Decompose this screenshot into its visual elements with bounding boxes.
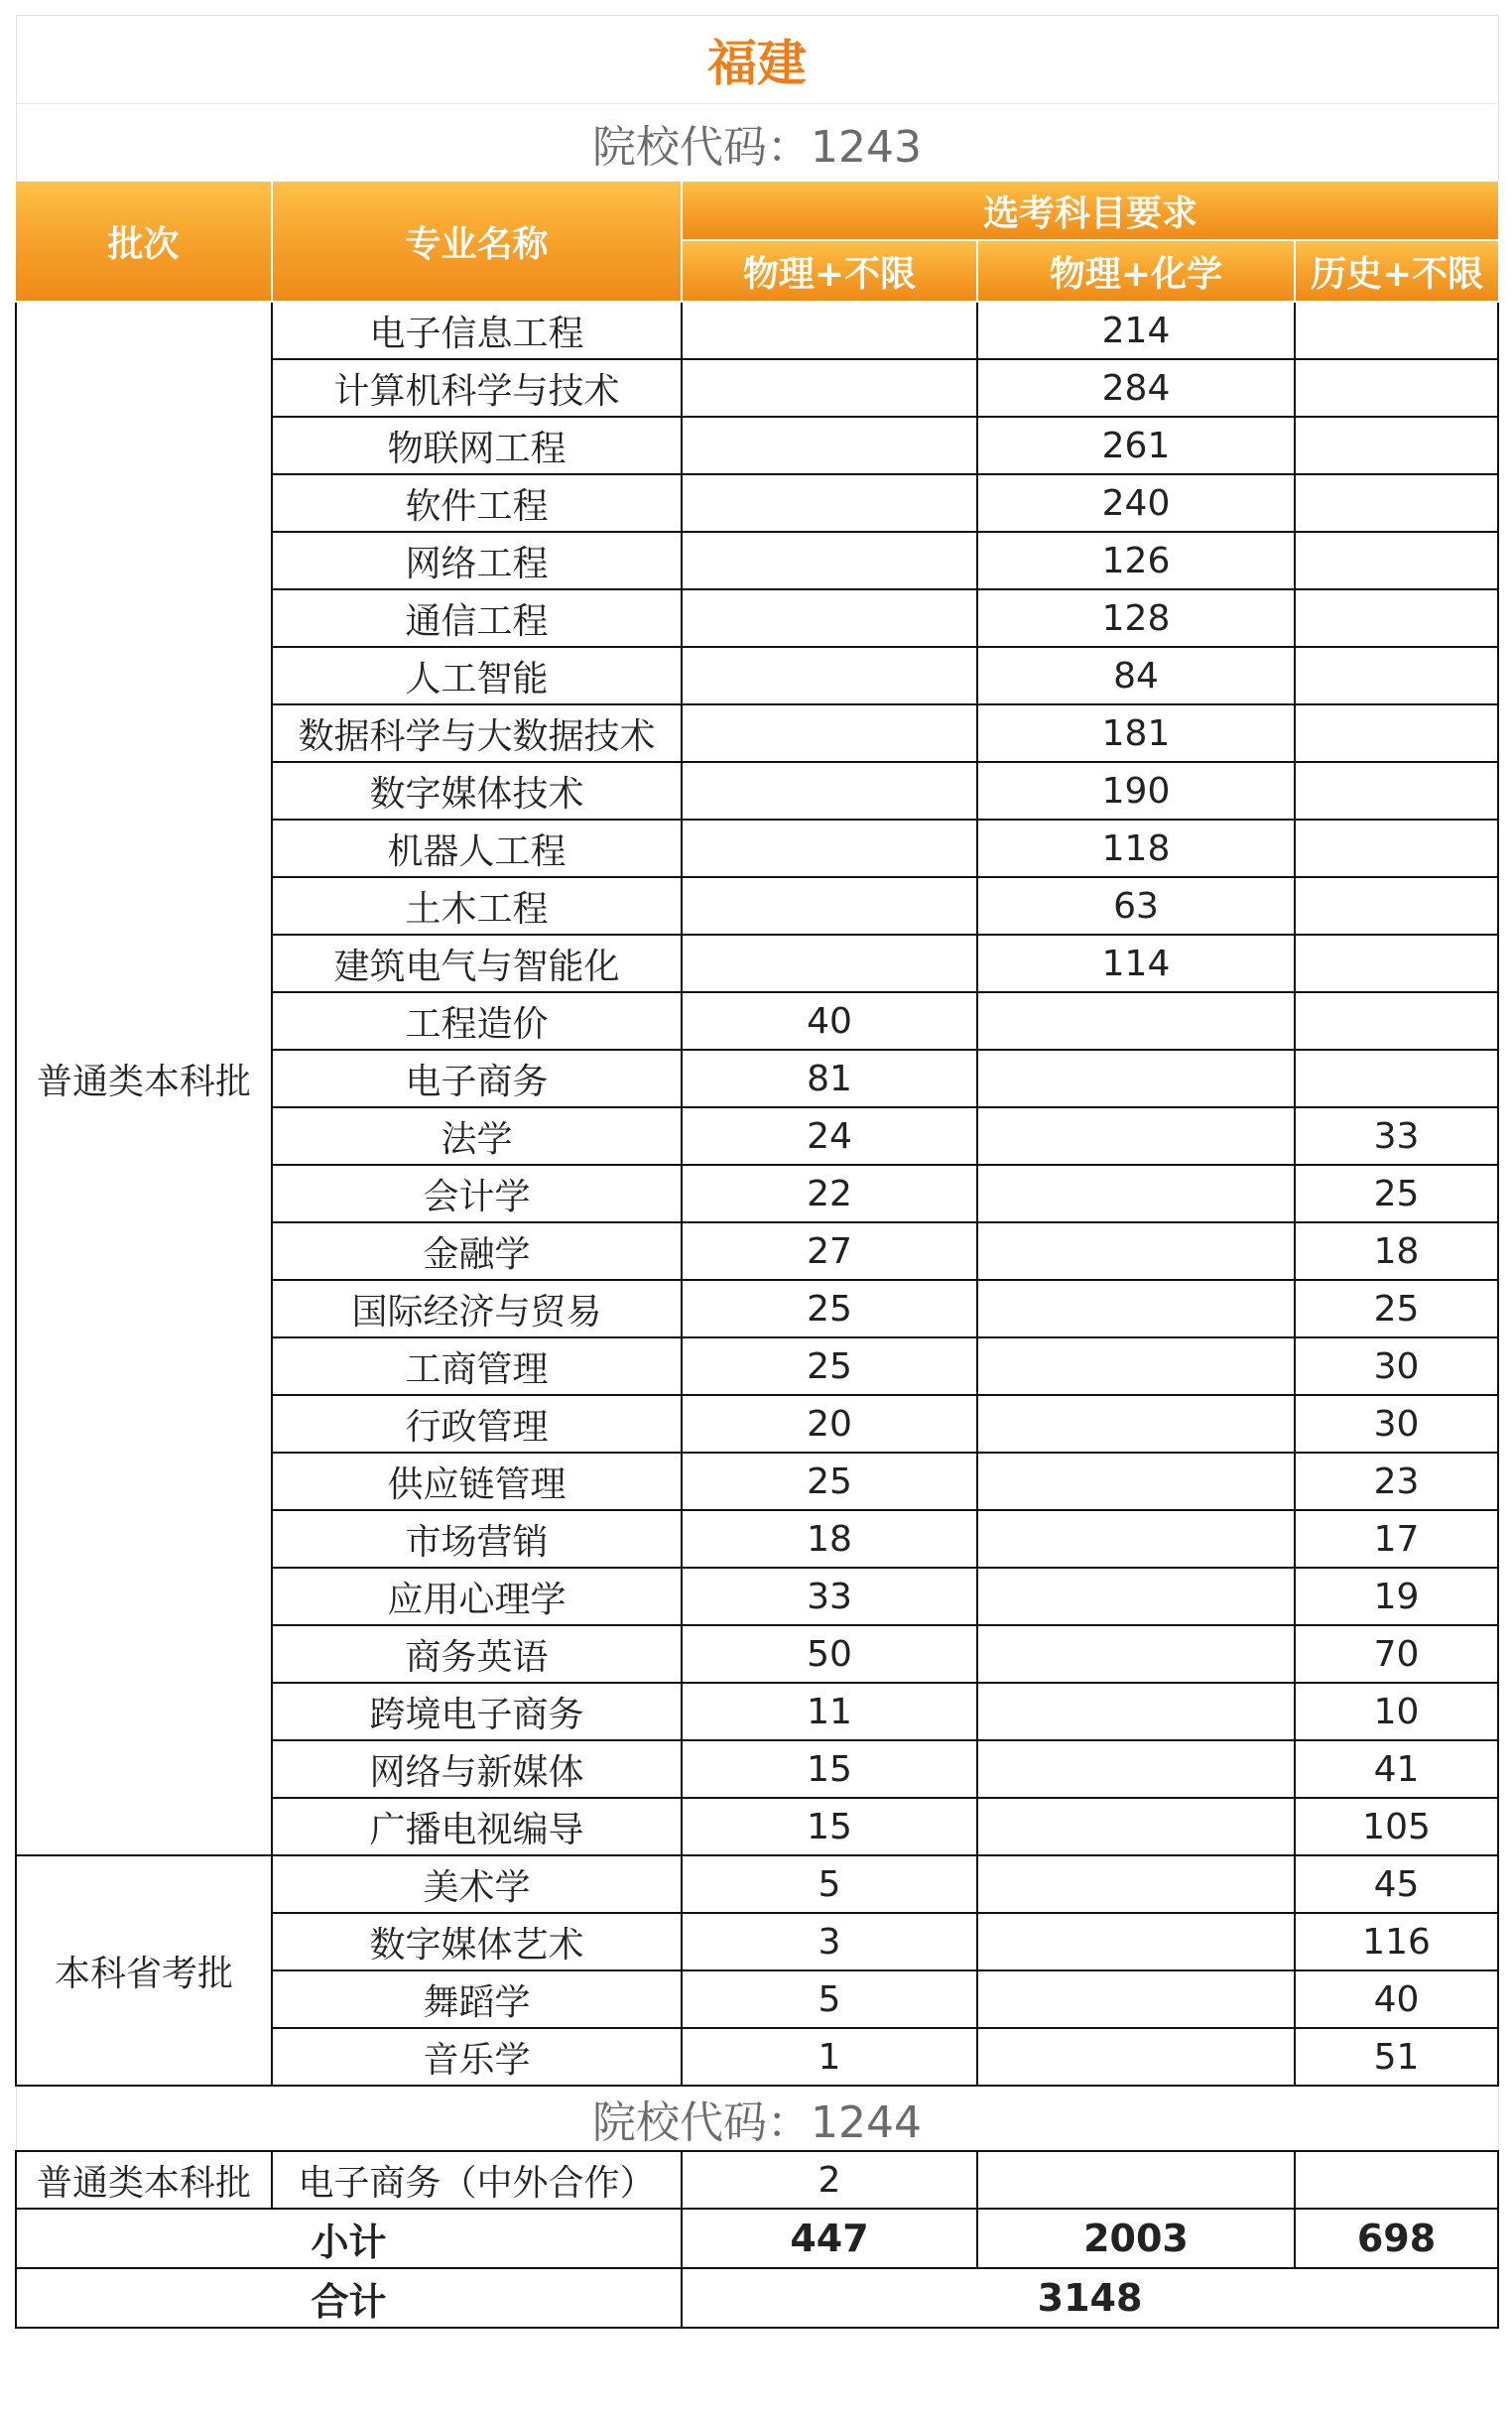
physics-chemistry-cell: 181 bbox=[977, 704, 1295, 762]
major-name-cell: 电子商务（中外合作） bbox=[272, 2151, 682, 2209]
table-row bbox=[16, 302, 1498, 359]
physics-chemistry-cell bbox=[977, 1165, 1295, 1222]
subtotal-history-any: 698 bbox=[1295, 2209, 1498, 2268]
header-batch: 批次 bbox=[16, 182, 272, 302]
enrollment-table-container bbox=[15, 15, 1497, 2329]
major-name-cell: 金融学 bbox=[272, 1222, 682, 1280]
physics-any-cell: 2 bbox=[682, 2151, 977, 2209]
physics-any-cell: 24 bbox=[682, 1107, 977, 1165]
physics-chemistry-cell bbox=[977, 1337, 1295, 1395]
physics-any-cell bbox=[682, 417, 977, 474]
physics-any-cell: 5 bbox=[682, 1855, 977, 1913]
physics-chemistry-cell bbox=[977, 1222, 1295, 1280]
history-any-cell: 30 bbox=[1295, 1395, 1498, 1453]
major-name-cell: 机器人工程 bbox=[272, 820, 682, 877]
school-code-1243: 院校代码：1243 bbox=[16, 104, 1498, 183]
major-name-cell: 商务英语 bbox=[272, 1625, 682, 1683]
major-name-cell: 网络与新媒体 bbox=[272, 1740, 682, 1798]
physics-any-cell bbox=[682, 704, 977, 762]
history-any-cell bbox=[1295, 589, 1498, 647]
subtotal-row bbox=[16, 2209, 1498, 2268]
table-row bbox=[16, 2151, 1498, 2209]
physics-chemistry-cell: 261 bbox=[977, 417, 1295, 474]
physics-chemistry-cell bbox=[977, 1625, 1295, 1683]
physics-chemistry-cell bbox=[977, 1107, 1295, 1165]
major-name-cell: 行政管理 bbox=[272, 1395, 682, 1453]
history-any-cell: 51 bbox=[1295, 2028, 1498, 2086]
major-name-cell: 市场营销 bbox=[272, 1510, 682, 1568]
physics-chemistry-cell bbox=[977, 1798, 1295, 1855]
history-any-cell bbox=[1295, 820, 1498, 877]
physics-chemistry-cell bbox=[977, 992, 1295, 1050]
physics-chemistry-cell bbox=[977, 1913, 1295, 1970]
major-name-cell: 数据科学与大数据技术 bbox=[272, 704, 682, 762]
major-name-cell: 电子信息工程 bbox=[272, 302, 682, 359]
major-name-cell: 网络工程 bbox=[272, 532, 682, 589]
history-any-cell bbox=[1295, 417, 1498, 474]
history-any-cell bbox=[1295, 935, 1498, 992]
physics-any-cell: 22 bbox=[682, 1165, 977, 1222]
history-any-cell bbox=[1295, 302, 1498, 359]
history-any-cell bbox=[1295, 2151, 1498, 2209]
batch-cell-arts: 本科省考批 bbox=[16, 1855, 272, 2086]
header-subject-requirement: 选考科目要求 bbox=[682, 182, 1498, 240]
major-name-cell: 物联网工程 bbox=[272, 417, 682, 474]
history-any-cell: 40 bbox=[1295, 1970, 1498, 2028]
major-name-cell: 国际经济与贸易 bbox=[272, 1280, 682, 1337]
history-any-cell: 41 bbox=[1295, 1740, 1498, 1798]
physics-any-cell bbox=[682, 877, 977, 935]
physics-chemistry-cell: 128 bbox=[977, 589, 1295, 647]
physics-any-cell: 25 bbox=[682, 1280, 977, 1337]
history-any-cell bbox=[1295, 647, 1498, 704]
physics-any-cell bbox=[682, 474, 977, 532]
history-any-cell bbox=[1295, 474, 1498, 532]
total-row bbox=[16, 2268, 1498, 2328]
physics-chemistry-cell: 84 bbox=[977, 647, 1295, 704]
history-any-cell bbox=[1295, 877, 1498, 935]
history-any-cell: 10 bbox=[1295, 1683, 1498, 1740]
header-major: 专业名称 bbox=[272, 182, 682, 302]
major-name-cell: 会计学 bbox=[272, 1165, 682, 1222]
major-name-cell: 供应链管理 bbox=[272, 1453, 682, 1510]
enrollment-plan-table bbox=[15, 15, 1499, 2329]
physics-chemistry-cell bbox=[977, 1050, 1295, 1107]
major-name-cell: 工商管理 bbox=[272, 1337, 682, 1395]
physics-any-cell: 50 bbox=[682, 1625, 977, 1683]
physics-any-cell: 1 bbox=[682, 2028, 977, 2086]
physics-any-cell: 33 bbox=[682, 1568, 977, 1625]
major-name-cell: 工程造价 bbox=[272, 992, 682, 1050]
major-name-cell: 广播电视编导 bbox=[272, 1798, 682, 1855]
table-row bbox=[16, 1855, 1498, 1913]
major-name-cell: 人工智能 bbox=[272, 647, 682, 704]
physics-any-cell: 15 bbox=[682, 1740, 977, 1798]
history-any-cell: 105 bbox=[1295, 1798, 1498, 1855]
physics-any-cell bbox=[682, 359, 977, 417]
subtotal-physics-chemistry: 2003 bbox=[977, 2209, 1295, 2268]
physics-any-cell bbox=[682, 762, 977, 820]
major-name-cell: 舞蹈学 bbox=[272, 1970, 682, 2028]
physics-chemistry-cell bbox=[977, 1568, 1295, 1625]
history-any-cell bbox=[1295, 359, 1498, 417]
physics-any-cell: 81 bbox=[682, 1050, 977, 1107]
physics-any-cell: 40 bbox=[682, 992, 977, 1050]
header-physics-chemistry: 物理+化学 bbox=[977, 240, 1295, 302]
physics-any-cell: 15 bbox=[682, 1798, 977, 1855]
physics-any-cell: 25 bbox=[682, 1453, 977, 1510]
physics-any-cell: 18 bbox=[682, 1510, 977, 1568]
history-any-cell: 30 bbox=[1295, 1337, 1498, 1395]
major-name-cell: 数字媒体艺术 bbox=[272, 1913, 682, 1970]
history-any-cell bbox=[1295, 1050, 1498, 1107]
history-any-cell bbox=[1295, 992, 1498, 1050]
total-value: 3148 bbox=[682, 2268, 1498, 2328]
physics-any-cell bbox=[682, 935, 977, 992]
physics-chemistry-cell bbox=[977, 1683, 1295, 1740]
history-any-cell bbox=[1295, 762, 1498, 820]
batch-cell-general-2: 普通类本科批 bbox=[16, 2151, 272, 2209]
physics-any-cell: 25 bbox=[682, 1337, 977, 1395]
major-name-cell: 音乐学 bbox=[272, 2028, 682, 2086]
batch-cell-general: 普通类本科批 bbox=[16, 302, 272, 1855]
history-any-cell: 23 bbox=[1295, 1453, 1498, 1510]
physics-chemistry-cell: 214 bbox=[977, 302, 1295, 359]
physics-any-cell: 3 bbox=[682, 1913, 977, 1970]
physics-chemistry-cell bbox=[977, 1280, 1295, 1337]
physics-chemistry-cell bbox=[977, 1855, 1295, 1913]
major-name-cell: 美术学 bbox=[272, 1855, 682, 1913]
physics-chemistry-cell: 190 bbox=[977, 762, 1295, 820]
physics-chemistry-cell bbox=[977, 2028, 1295, 2086]
total-label: 合计 bbox=[16, 2268, 682, 2328]
subtotal-label: 小计 bbox=[16, 2209, 682, 2268]
physics-chemistry-cell bbox=[977, 1395, 1295, 1453]
history-any-cell: 25 bbox=[1295, 1165, 1498, 1222]
physics-chemistry-cell: 114 bbox=[977, 935, 1295, 992]
history-any-cell bbox=[1295, 532, 1498, 589]
history-any-cell: 116 bbox=[1295, 1913, 1498, 1970]
physics-any-cell bbox=[682, 820, 977, 877]
major-name-cell: 土木工程 bbox=[272, 877, 682, 935]
school-code-1244: 院校代码：1244 bbox=[16, 2086, 1498, 2151]
physics-any-cell bbox=[682, 589, 977, 647]
history-any-cell: 70 bbox=[1295, 1625, 1498, 1683]
physics-any-cell: 5 bbox=[682, 1970, 977, 2028]
history-any-cell: 45 bbox=[1295, 1855, 1498, 1913]
physics-chemistry-cell: 63 bbox=[977, 877, 1295, 935]
history-any-cell: 33 bbox=[1295, 1107, 1498, 1165]
major-name-cell: 建筑电气与智能化 bbox=[272, 935, 682, 992]
province-title: 福建 bbox=[16, 16, 1498, 104]
physics-any-cell bbox=[682, 647, 977, 704]
history-any-cell: 25 bbox=[1295, 1280, 1498, 1337]
physics-chemistry-cell bbox=[977, 1740, 1295, 1798]
major-name-cell: 跨境电子商务 bbox=[272, 1683, 682, 1740]
header-history-any: 历史+不限 bbox=[1295, 240, 1498, 302]
physics-chemistry-cell: 118 bbox=[977, 820, 1295, 877]
major-name-cell: 计算机科学与技术 bbox=[272, 359, 682, 417]
major-name-cell: 软件工程 bbox=[272, 474, 682, 532]
history-any-cell: 19 bbox=[1295, 1568, 1498, 1625]
major-name-cell: 应用心理学 bbox=[272, 1568, 682, 1625]
physics-any-cell: 11 bbox=[682, 1683, 977, 1740]
major-name-cell: 法学 bbox=[272, 1107, 682, 1165]
physics-chemistry-cell: 284 bbox=[977, 359, 1295, 417]
physics-chemistry-cell bbox=[977, 2151, 1295, 2209]
header-physics-any: 物理+不限 bbox=[682, 240, 977, 302]
history-any-cell: 18 bbox=[1295, 1222, 1498, 1280]
physics-chemistry-cell bbox=[977, 1510, 1295, 1568]
subtotal-physics-any: 447 bbox=[682, 2209, 977, 2268]
major-name-cell: 通信工程 bbox=[272, 589, 682, 647]
history-any-cell bbox=[1295, 704, 1498, 762]
physics-chemistry-cell bbox=[977, 1970, 1295, 2028]
major-name-cell: 电子商务 bbox=[272, 1050, 682, 1107]
physics-any-cell bbox=[682, 302, 977, 359]
physics-chemistry-cell: 240 bbox=[977, 474, 1295, 532]
physics-any-cell: 27 bbox=[682, 1222, 977, 1280]
physics-chemistry-cell: 126 bbox=[977, 532, 1295, 589]
major-name-cell: 数字媒体技术 bbox=[272, 762, 682, 820]
physics-any-cell: 20 bbox=[682, 1395, 977, 1453]
history-any-cell: 17 bbox=[1295, 1510, 1498, 1568]
physics-chemistry-cell bbox=[977, 1453, 1295, 1510]
physics-any-cell bbox=[682, 532, 977, 589]
